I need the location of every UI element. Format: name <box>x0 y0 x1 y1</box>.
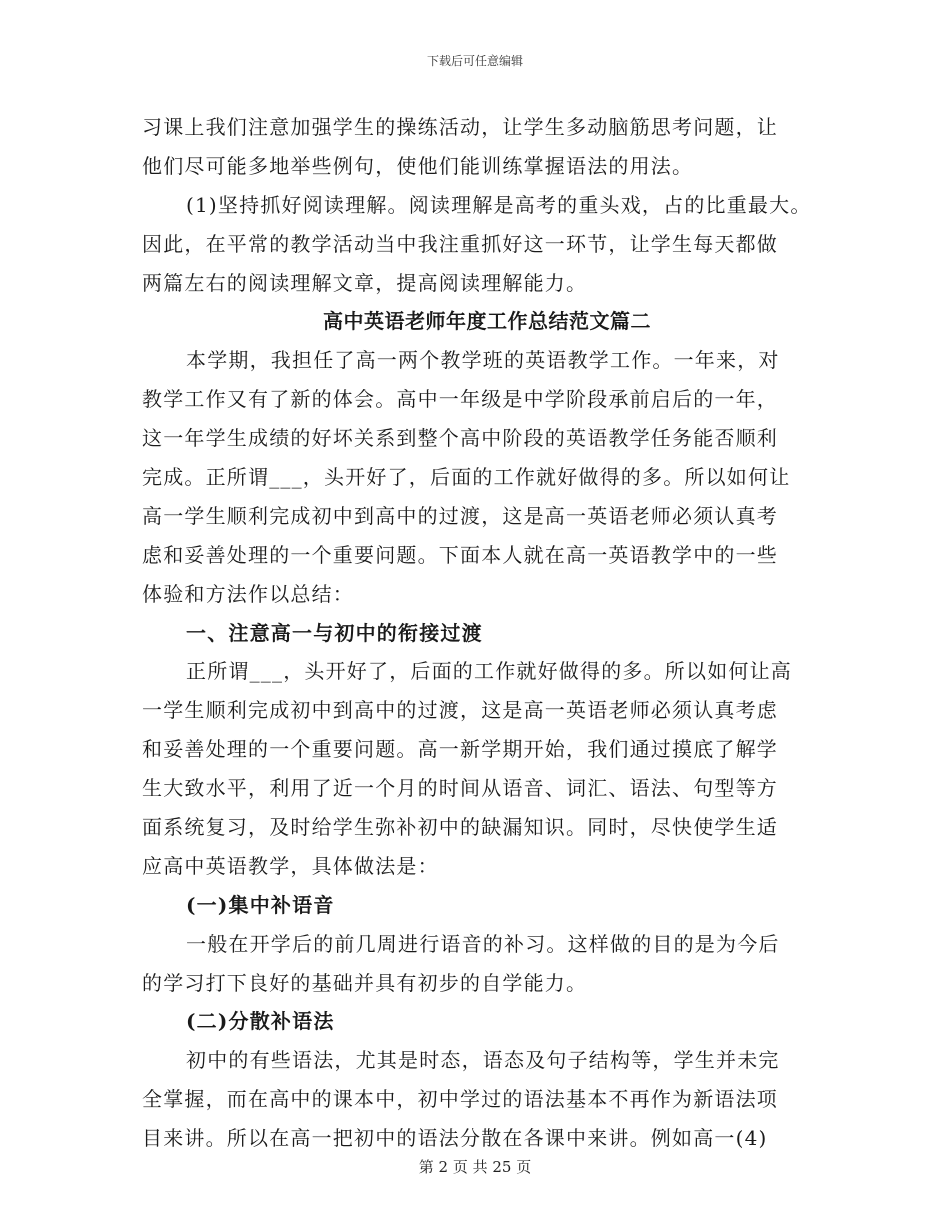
text-line: 高一学生顺利完成初中到高中的过渡，这是高一英语老师必须认真考 <box>142 503 778 528</box>
text-line: 一般在开学后的前几周进行语音的补习。这样做的目的是为今后 <box>186 931 780 956</box>
text-line: 应高中英语教学，具体做法是： <box>142 853 439 878</box>
text-line: 初中的有些语法，尤其是时态，语态及句子结构等，学生并未完 <box>186 1048 780 1073</box>
text-line: 和妥善处理的一个重要问题。高一新学期开始，我们通过摸底了解学 <box>142 737 778 762</box>
text-line: 这一年学生成绩的好坏关系到整个高中阶段的英语教学任务能否顺利 <box>142 426 778 451</box>
text-line: 目来讲。所以在高一把初中的语法分散在各课中来讲。例如高一(4) <box>142 1126 768 1151</box>
page-header: 下载后可任意编辑 <box>426 54 523 68</box>
text-line: 一学生顺利完成初中到高中的过渡，这是高一英语老师必须认真考虑 <box>142 698 778 723</box>
text-line: 教学工作又有了新的体会。高中一年级是中学阶段承前启后的一年， <box>142 387 778 412</box>
subheading: 一、注意高一与初中的衔接过渡 <box>186 620 483 645</box>
text-line: 体验和方法作以总结： <box>142 581 354 606</box>
text-line: 本学期，我担任了高一两个教学班的英语教学工作。一年来，对 <box>186 348 780 373</box>
text-line: 他们尽可能多地举些例句，使他们能训练掌握语法的用法。 <box>142 153 694 178</box>
text-line: 因此，在平常的教学活动当中我注重抓好这一环节，让学生每天都做 <box>142 231 778 256</box>
text-line: 虑和妥善处理的一个重要问题。下面本人就在高一英语教学中的一些 <box>142 542 778 567</box>
text-line: 正所谓___，头开好了，后面的工作就好做得的多。所以如何让高 <box>186 659 792 684</box>
text-line: 习课上我们注意加强学生的操练活动，让学生多动脑筋思考问题，让 <box>142 115 778 139</box>
text-line: 两篇左右的阅读理解文章，提高阅读理解能力。 <box>142 270 588 295</box>
text-line: 的学习打下良好的基础并具有初步的自学能力。 <box>142 970 588 995</box>
page-footer: 第 2 页 共 25 页 <box>418 1158 532 1176</box>
document-body <box>142 108 832 1158</box>
section-title: 高中英语老师年度工作总结范文篇二 <box>323 309 651 334</box>
subheading: (一)集中补语音 <box>186 892 335 917</box>
text-line: 全掌握，而在高中的课本中，初中学过的语法基本不再作为新语法项 <box>142 1087 778 1112</box>
text-line: 生大致水平，利用了近一个月的时间从语音、词汇、语法、句型等方 <box>142 776 778 801</box>
text-line: 面系统复习，及时给学生弥补初中的缺漏知识。同时，尽快使学生适 <box>142 815 778 840</box>
subheading: (二)分散补语法 <box>186 1009 335 1034</box>
text-line: 完成。正所谓___，头开好了，后面的工作就好做得的多。所以如何让 <box>142 465 791 490</box>
text-line: (1)坚持抓好阅读理解。阅读理解是高考的重头戏，占的比重最大。 <box>186 192 812 217</box>
